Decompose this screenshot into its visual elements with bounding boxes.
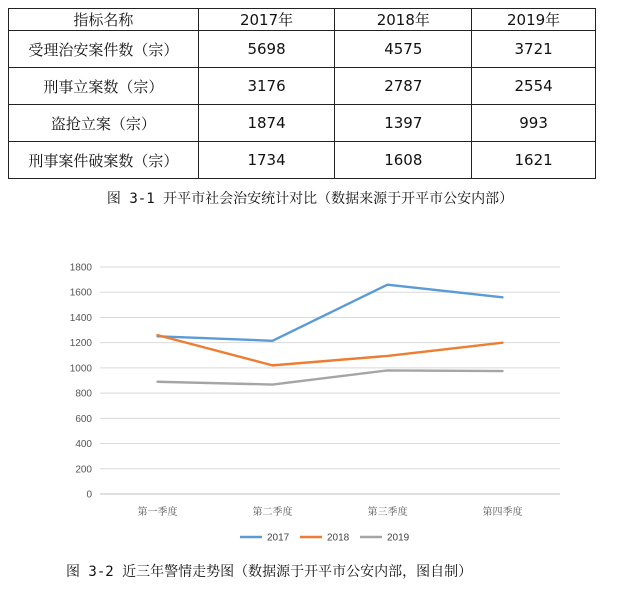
y-tick-label: 400 <box>75 439 92 451</box>
table-cell: 993 <box>472 105 596 142</box>
y-tick-label: 800 <box>75 388 92 400</box>
table-row <box>9 68 596 105</box>
police-trend-line-chart <box>60 250 570 550</box>
x-tick-label: 第一季度 <box>137 507 178 518</box>
legend-label: 2018 <box>327 532 350 544</box>
row-label: 刑事案件破案数（宗） <box>9 142 199 179</box>
y-tick-label: 1000 <box>69 363 92 375</box>
y-tick-label: 1400 <box>69 312 92 324</box>
table-header-row <box>9 9 596 31</box>
series-line-2018 <box>158 335 503 365</box>
x-tick-label: 第三季度 <box>367 507 408 518</box>
x-tick-label: 第四季度 <box>482 507 523 518</box>
y-tick-label: 1200 <box>69 338 92 350</box>
header-cell: 2018年 <box>335 9 472 31</box>
series-line-2017 <box>158 285 503 341</box>
series-line-2019 <box>158 370 503 384</box>
table-cell: 1734 <box>198 142 335 179</box>
table-row <box>9 31 596 68</box>
table-cell: 1874 <box>198 105 335 142</box>
legend-label: 2017 <box>267 532 290 544</box>
table-cell: 3721 <box>472 31 596 68</box>
table-cell: 1608 <box>335 142 472 179</box>
row-label: 盗抢立案（宗） <box>9 105 199 142</box>
y-tick-label: 200 <box>75 464 92 476</box>
table-cell: 5698 <box>198 31 335 68</box>
statistics-table <box>8 8 596 179</box>
legend-label: 2019 <box>387 532 410 544</box>
table-caption: 图 3-1 开平市社会治安统计对比（数据来源于开平市公安内部） <box>106 191 514 207</box>
y-tick-label: 0 <box>86 489 92 501</box>
table-cell: 1621 <box>472 142 596 179</box>
table-cell: 3176 <box>198 68 335 105</box>
row-label: 刑事立案数（宗） <box>9 68 199 105</box>
header-cell: 2017年 <box>198 9 335 31</box>
y-tick-label: 600 <box>75 413 92 425</box>
chart-caption: 图 3-2 近三年警情走势图（数据源于开平市公安内部，图自制） <box>66 564 473 580</box>
table-cell: 2554 <box>472 68 596 105</box>
header-cell: 指标名称 <box>9 9 199 31</box>
table-cell: 1397 <box>335 105 472 142</box>
header-cell: 2019年 <box>472 9 596 31</box>
table-row <box>9 105 596 142</box>
row-label: 受理治安案件数（宗） <box>9 31 199 68</box>
table-row <box>9 142 596 179</box>
y-tick-label: 1600 <box>69 287 92 299</box>
y-tick-label: 1800 <box>69 262 92 274</box>
x-tick-label: 第二季度 <box>252 507 293 518</box>
table-cell: 4575 <box>335 31 472 68</box>
table-cell: 2787 <box>335 68 472 105</box>
